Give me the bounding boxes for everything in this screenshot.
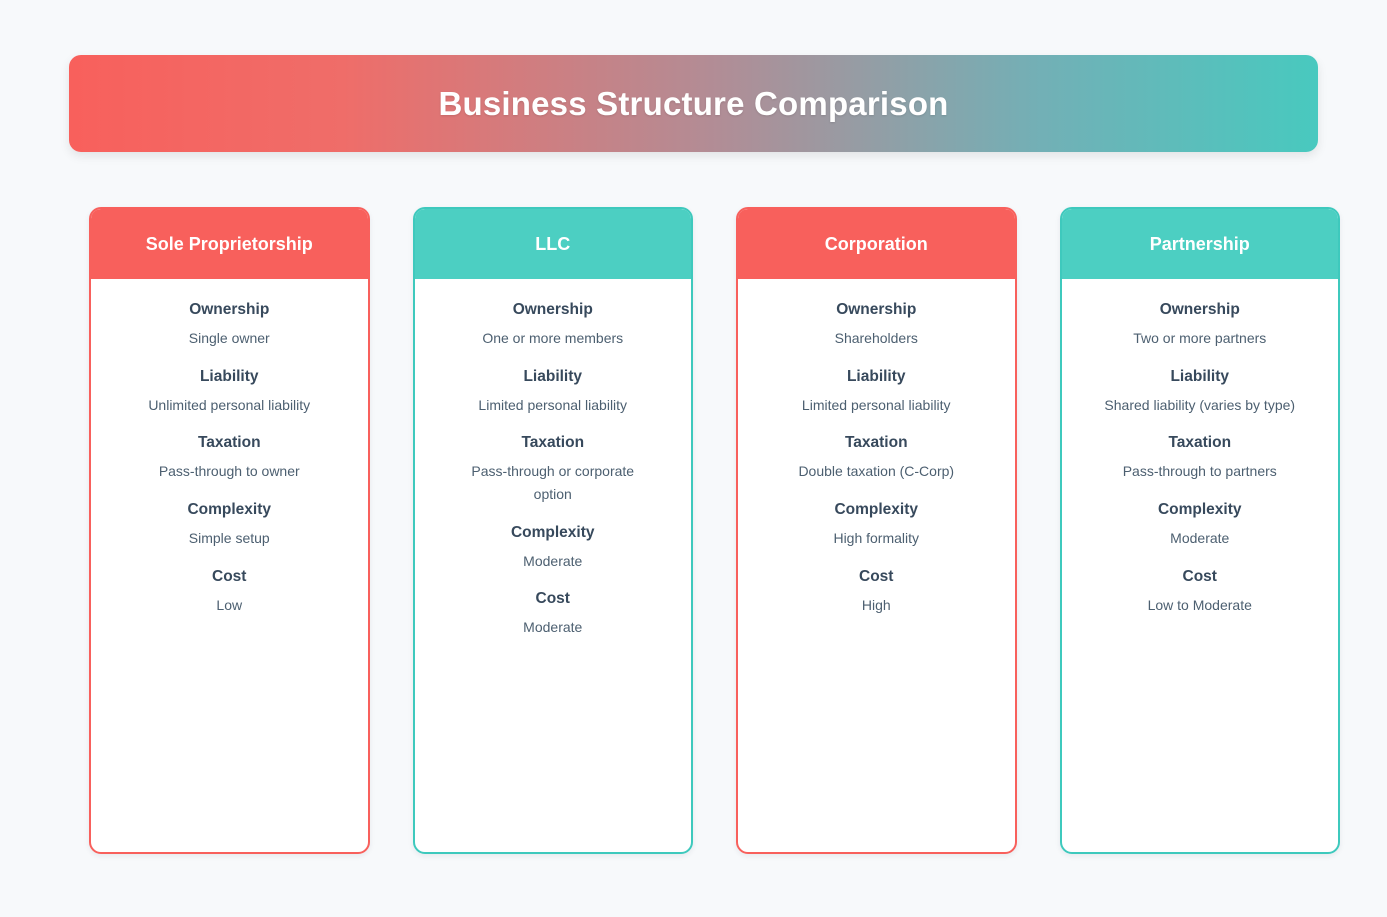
- attribute-cost: [754, 568, 999, 617]
- card-header: [1062, 209, 1339, 279]
- attribute-liability: [431, 368, 676, 417]
- attribute-cost: [1078, 568, 1323, 617]
- attribute-label: Cost: [1182, 567, 1217, 585]
- attribute-label: Ownership: [836, 301, 917, 318]
- attribute-value: Shareholders: [834, 330, 918, 346]
- attribute-taxation: [754, 434, 999, 483]
- attribute-cost: [107, 568, 352, 617]
- attribute-label: Cost: [212, 567, 247, 585]
- attribute-label: Taxation: [521, 434, 585, 452]
- attribute-value: Single owner: [188, 330, 270, 346]
- card-header: [91, 209, 368, 279]
- card-body: [415, 279, 692, 852]
- page-title: Business Structure Comparison: [438, 84, 949, 122]
- attribute-value: High: [861, 596, 891, 613]
- attribute-value: Shared liability (varies by type): [1104, 396, 1296, 413]
- attribute-value: High formality: [833, 530, 920, 547]
- attribute-label: Liability: [199, 367, 259, 385]
- card-body: [1062, 279, 1339, 852]
- attribute-label: Liability: [1170, 367, 1230, 385]
- comparison-card-corporation[interactable]: [736, 207, 1017, 854]
- comparison-card-llc[interactable]: [413, 207, 694, 854]
- attribute-value: Limited personal liability: [478, 396, 628, 413]
- card-header: [738, 209, 1015, 279]
- attribute-complexity: [107, 501, 352, 550]
- attribute-ownership: [1078, 301, 1323, 350]
- attribute-label: Taxation: [197, 434, 261, 452]
- attribute-label: Complexity: [1157, 501, 1242, 519]
- attribute-value: Limited personal liability: [801, 396, 951, 413]
- attribute-complexity: [754, 501, 999, 550]
- card-body: [738, 279, 1015, 852]
- attribute-value: Moderate: [1170, 530, 1230, 547]
- card-body: [91, 279, 368, 852]
- attribute-value: Pass-through to owner: [158, 463, 300, 480]
- card-header: [415, 209, 692, 279]
- attribute-ownership: [754, 301, 999, 350]
- attribute-complexity: [1078, 501, 1323, 550]
- attribute-value: Pass-through to partners: [1122, 463, 1277, 480]
- comparison-card-row: [89, 207, 1340, 854]
- attribute-label: Taxation: [844, 434, 908, 452]
- page-title-banner: [69, 55, 1318, 152]
- attribute-label: Cost: [535, 590, 570, 608]
- attribute-taxation: [431, 434, 676, 505]
- attribute-label: Ownership: [512, 301, 593, 318]
- attribute-value: Unlimited personal liability: [148, 396, 311, 413]
- attribute-value: Double taxation (C-Corp): [798, 463, 955, 480]
- attribute-value: Pass-through or corporate option: [471, 463, 635, 503]
- attribute-label: Ownership: [189, 301, 270, 318]
- attribute-ownership: [107, 301, 352, 350]
- attribute-cost: [431, 590, 676, 639]
- attribute-label: Cost: [859, 567, 894, 585]
- attribute-taxation: [1078, 434, 1323, 483]
- attribute-taxation: [107, 434, 352, 483]
- attribute-label: Complexity: [510, 523, 595, 541]
- card-title: Corporation: [824, 233, 928, 254]
- comparison-card-sole-proprietorship[interactable]: [89, 207, 370, 854]
- attribute-value: Moderate: [523, 619, 583, 636]
- attribute-value: Two or more partners: [1133, 330, 1267, 346]
- attribute-ownership: [431, 301, 676, 350]
- attribute-label: Liability: [523, 367, 583, 385]
- attribute-label: Ownership: [1159, 301, 1240, 318]
- attribute-value: Moderate: [523, 552, 583, 569]
- comparison-card-partnership[interactable]: [1060, 207, 1341, 854]
- attribute-value: Simple setup: [188, 530, 270, 547]
- attribute-value: One or more members: [482, 330, 624, 346]
- attribute-liability: [1078, 368, 1323, 417]
- attribute-complexity: [431, 524, 676, 573]
- card-title: LLC: [535, 233, 571, 254]
- attribute-label: Complexity: [187, 501, 272, 519]
- card-title: Partnership: [1149, 233, 1250, 254]
- attribute-liability: [754, 368, 999, 417]
- attribute-label: Complexity: [834, 501, 919, 519]
- attribute-label: Taxation: [1168, 434, 1232, 452]
- card-title: Sole Proprietorship: [145, 233, 313, 254]
- attribute-liability: [107, 368, 352, 417]
- attribute-value: Low to Moderate: [1147, 596, 1252, 613]
- attribute-value: Low: [216, 596, 243, 613]
- attribute-label: Liability: [846, 367, 906, 385]
